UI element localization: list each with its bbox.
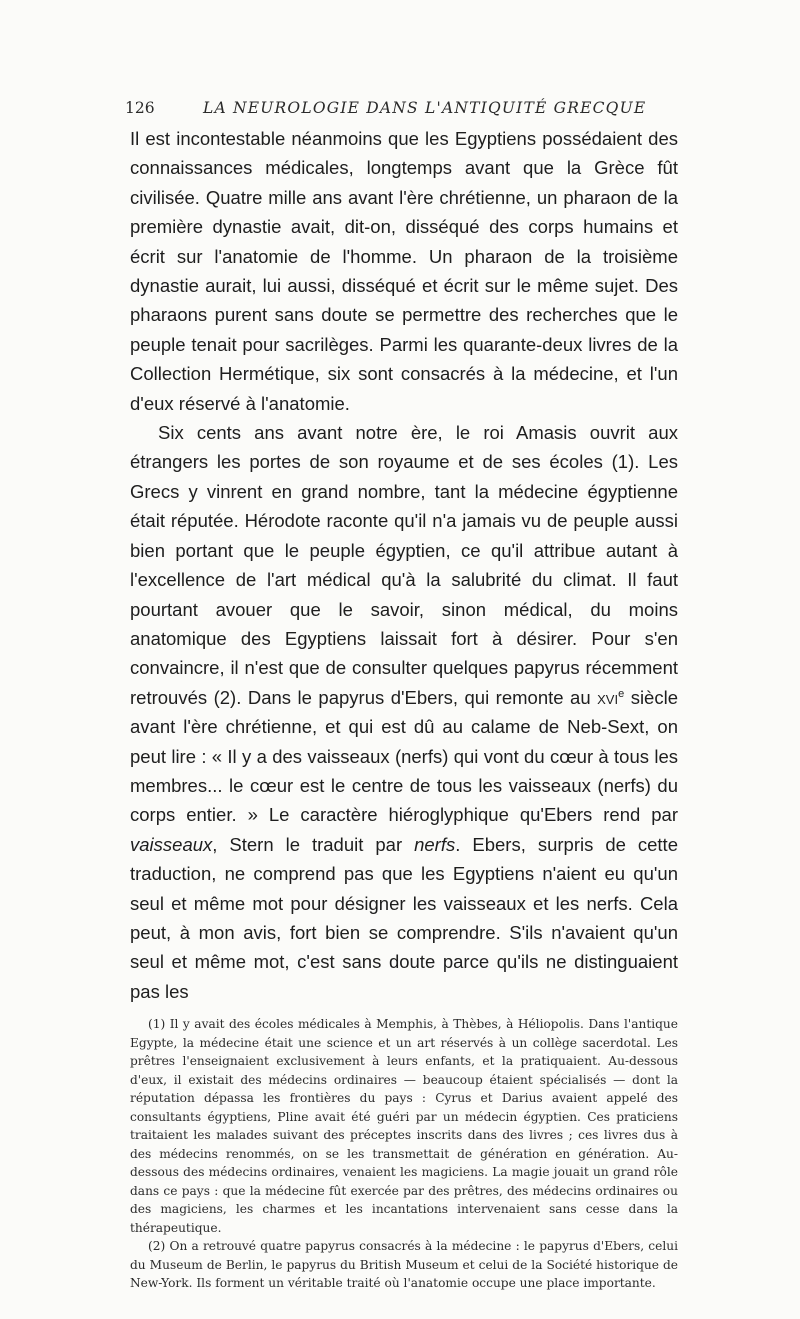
running-head (125, 99, 685, 125)
century-numeral: xvi (597, 686, 619, 708)
paragraph-1 (130, 124, 678, 418)
footnotes (130, 1015, 678, 1293)
footnote-2: (2) On a retrouvé quatre papyrus consacrés à la médecine : le papyrus d'Ebers, celui du Museum de Berlin, le papyrus du British Museum et celui de la Société historique de New-York. Ils forment un véritable traité où l'anatomie occupe une place importante. (130, 1239, 678, 1290)
footnote-1: (1) Il y avait des écoles médicales à Memphis, à Thèbes, à Héliopolis. Dans l'antique Egypte, la médecine était une science et un art réservés à un collège sacerdotal. Les prêtres l'enseignaient exclusivement à leurs enfants, et la pratiquaient. Au-dessous d'eux, il existait des médecins ordinaires — beaucoup étaient spécialisés — dont la réputation dépassa les frontières du pays : Cyrus et Darius avaient appelé des consultants égyptiens, Pline avait été guéri par un médecin égyptien. Ces praticiens traitaient les malades suivant des préceptes inscrits dans des livres ; ces livres dus à des médecins renommés, on se les transmettait de génération en génération. Au-dessous des médecins ordinaires, venaient les magiciens. La magie jouait un grand rôle dans ce pays : que la médecine fût exercée par des prêtres, des médecins ordinaires ou des magiciens, les charmes et les incantations intervenaient sans cesse dans la thérapeutique. (130, 1017, 678, 1235)
paragraph-1-text: Il est incontestable néanmoins que les Egyptiens possédaient des connaissances médicales, longtemps avant que la Grèce fût civilisée. Quatre mille ans avant l'ère chrétienne, un pharaon de la première dynastie avait, dit-on, disséqué des corps humains et écrit sur l'anatomie de l'homme. Un pharaon de la troisième dynastie aurait, lui aussi, disséqué et écrit sur le même sujet. Des pharaons purent sans doute se permettre des recherches que le peuple tenait pour sacrilèges. Parmi les quarante-deux livres de la Collection Hermétique, six sont consacrés à la médecine, et l'un d'eux réservé à l'anatomie. (130, 128, 678, 414)
italic-nerfs: nerfs (414, 833, 456, 855)
paragraph-2-text-a: Six cents ans avant notre ère, le roi Amasis ouvrit aux étrangers les portes de son royaume et de ses écoles (1). Les Grecs y vinrent en grand nombre, tant la médecine égyptienne était réputée. Hérodote raconte qu'il n'a jamais vu de peuple aussi bien portant que le peuple égyptien, ce qu'il attribue autant à l'excellence de l'art médical qu'à la salubrité du climat. Il faut pourtant avouer que le savoir, sinon médical, du moins anatomique des Egyptiens laissait fort à désirer. Pour s'en convaincre, il n'est que de consulter quelques papyrus récemment retrouvés (2). Dans le papyrus d'Ebers, qui remonte au (130, 422, 678, 708)
paragraph-2-text-c: , Stern le traduit par (212, 833, 415, 855)
running-title: LA NEUROLOGIE DANS L'ANTIQUITÉ GRECQUE (203, 99, 647, 117)
paragraph-2-text-b: siècle avant l'ère chrétienne, et qui est dû au calame de Neb-Sext, on peut lire : « Il y a des vaisseaux (nerfs) qui vont du cœur à tous les membres... le cœur est le centre de tous les vaisseaux (nerfs) du corps entier. » Le caractère hiéroglyphique qu'Ebers rend par (130, 686, 678, 826)
paragraph-2-text-d: . Ebers, surpris de cette traduction, ne comprend pas que les Egyptiens n'aient eu qu'un seul et même mot pour désigner les vaisseaux et les nerfs. Cela peut, à mon avis, fort bien se comprendre. S'ils n'avaient qu'un seul et même mot, c'est sans doute parce qu'ils ne distinguaient pas les (130, 833, 678, 1002)
italic-vaisseaux: vaisseaux (130, 833, 213, 855)
page-number: 126 (125, 99, 155, 117)
century-superscript: e (618, 687, 625, 700)
paragraph-2 (130, 418, 678, 1006)
main-text (130, 124, 678, 1006)
